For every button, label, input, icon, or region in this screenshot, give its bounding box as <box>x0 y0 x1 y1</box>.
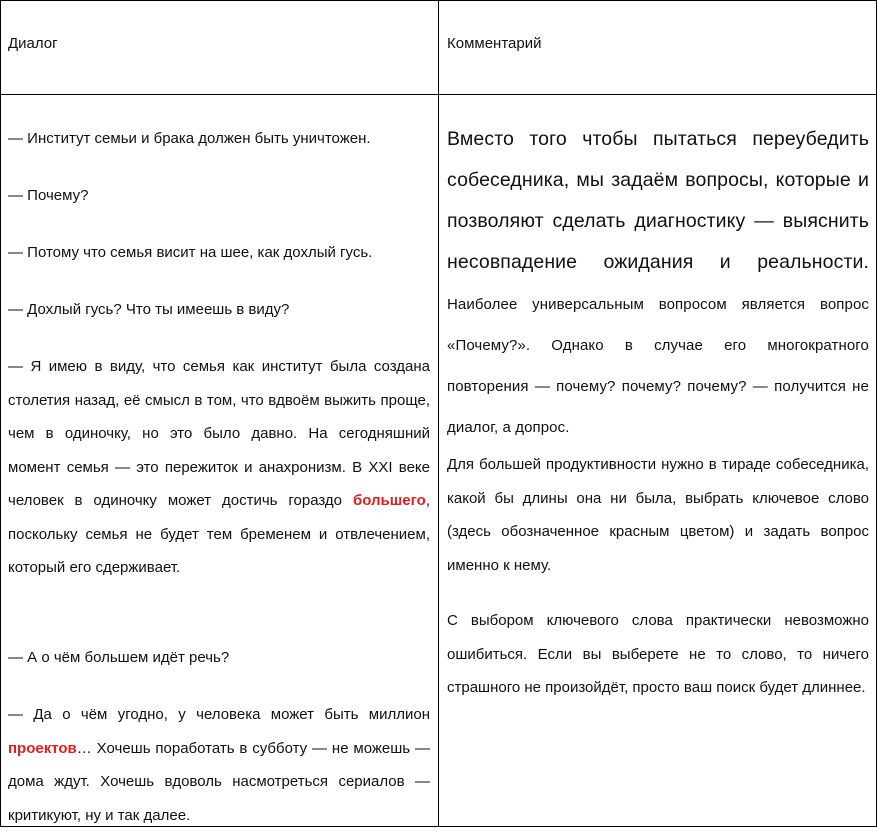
header-comment: Комментарий <box>447 35 542 52</box>
comment-emphasis: Вместо того чтобы пытаться переубедить собеседника, мы задаём вопросы, которые и позволяют сделать диагностику — выяснить несовпадение ожидания и реальности. <box>447 128 869 273</box>
dialog-line <box>8 698 430 832</box>
dialog-line: — Почему? <box>8 187 89 204</box>
dialog-text: — Да о чём угодно, у человека может быть миллион <box>8 706 430 723</box>
dialog-line: — А о чём большем идёт речь? <box>8 649 230 666</box>
dialog-line <box>8 350 430 585</box>
dialog-text: , поскольку семья не будет тем бременем и отвлечением, который его сдерживает. <box>8 492 430 576</box>
keyword-highlight: проектов <box>8 739 77 757</box>
keyword-highlight: большего <box>352 492 426 509</box>
dialog-line: — Дохлый гусь? Что ты имеешь в виду? <box>8 301 290 318</box>
dialog-line: — Потому что семья висит на шее, как дохлый гусь. <box>8 244 373 261</box>
dialog-text: … Хочешь поработать в субботу — не можешь — дома ждут. Хочешь вдоволь насмотреться сериалов — критикуют, ну и так далее. <box>8 739 430 824</box>
comment-paragraph: Для большей продуктивности нужно в тираде собеседника, какой бы длины она ни была, выбрать ключевое слово (здесь обозначенное красным цветом) и задать вопрос именно к нему. <box>447 456 869 574</box>
column-divider <box>438 0 439 827</box>
dialog-text: — Я имею в виду, что семья как институт была создана столетия назад, её смысл в том, что вдвоём выжить проще, чем в одиночку, но это было давно. На сегодняшний момент семья — это пережиток и анахронизм. В XXI веке человек в одиночку может достичь гораздо <box>8 358 430 509</box>
comment-paragraph: С выбором ключевого слова практически невозможно ошибиться. Если вы выберете не то слово, то ничего страшного не произойдёт, просто ваш поиск будет длиннее. <box>447 612 869 696</box>
dialog-line: — Институт семьи и брака должен быть уничтожен. <box>8 130 371 147</box>
comment-paragraph <box>447 119 869 447</box>
comment-text: Наиболее универсальным вопросом является вопрос «Почему?». Однако в случае его многократного повторения — почему? почему? почему? — получится не диалог, а допрос. <box>447 296 869 436</box>
header-dialog: Диалог <box>8 35 58 52</box>
table-left-border <box>0 0 1 827</box>
